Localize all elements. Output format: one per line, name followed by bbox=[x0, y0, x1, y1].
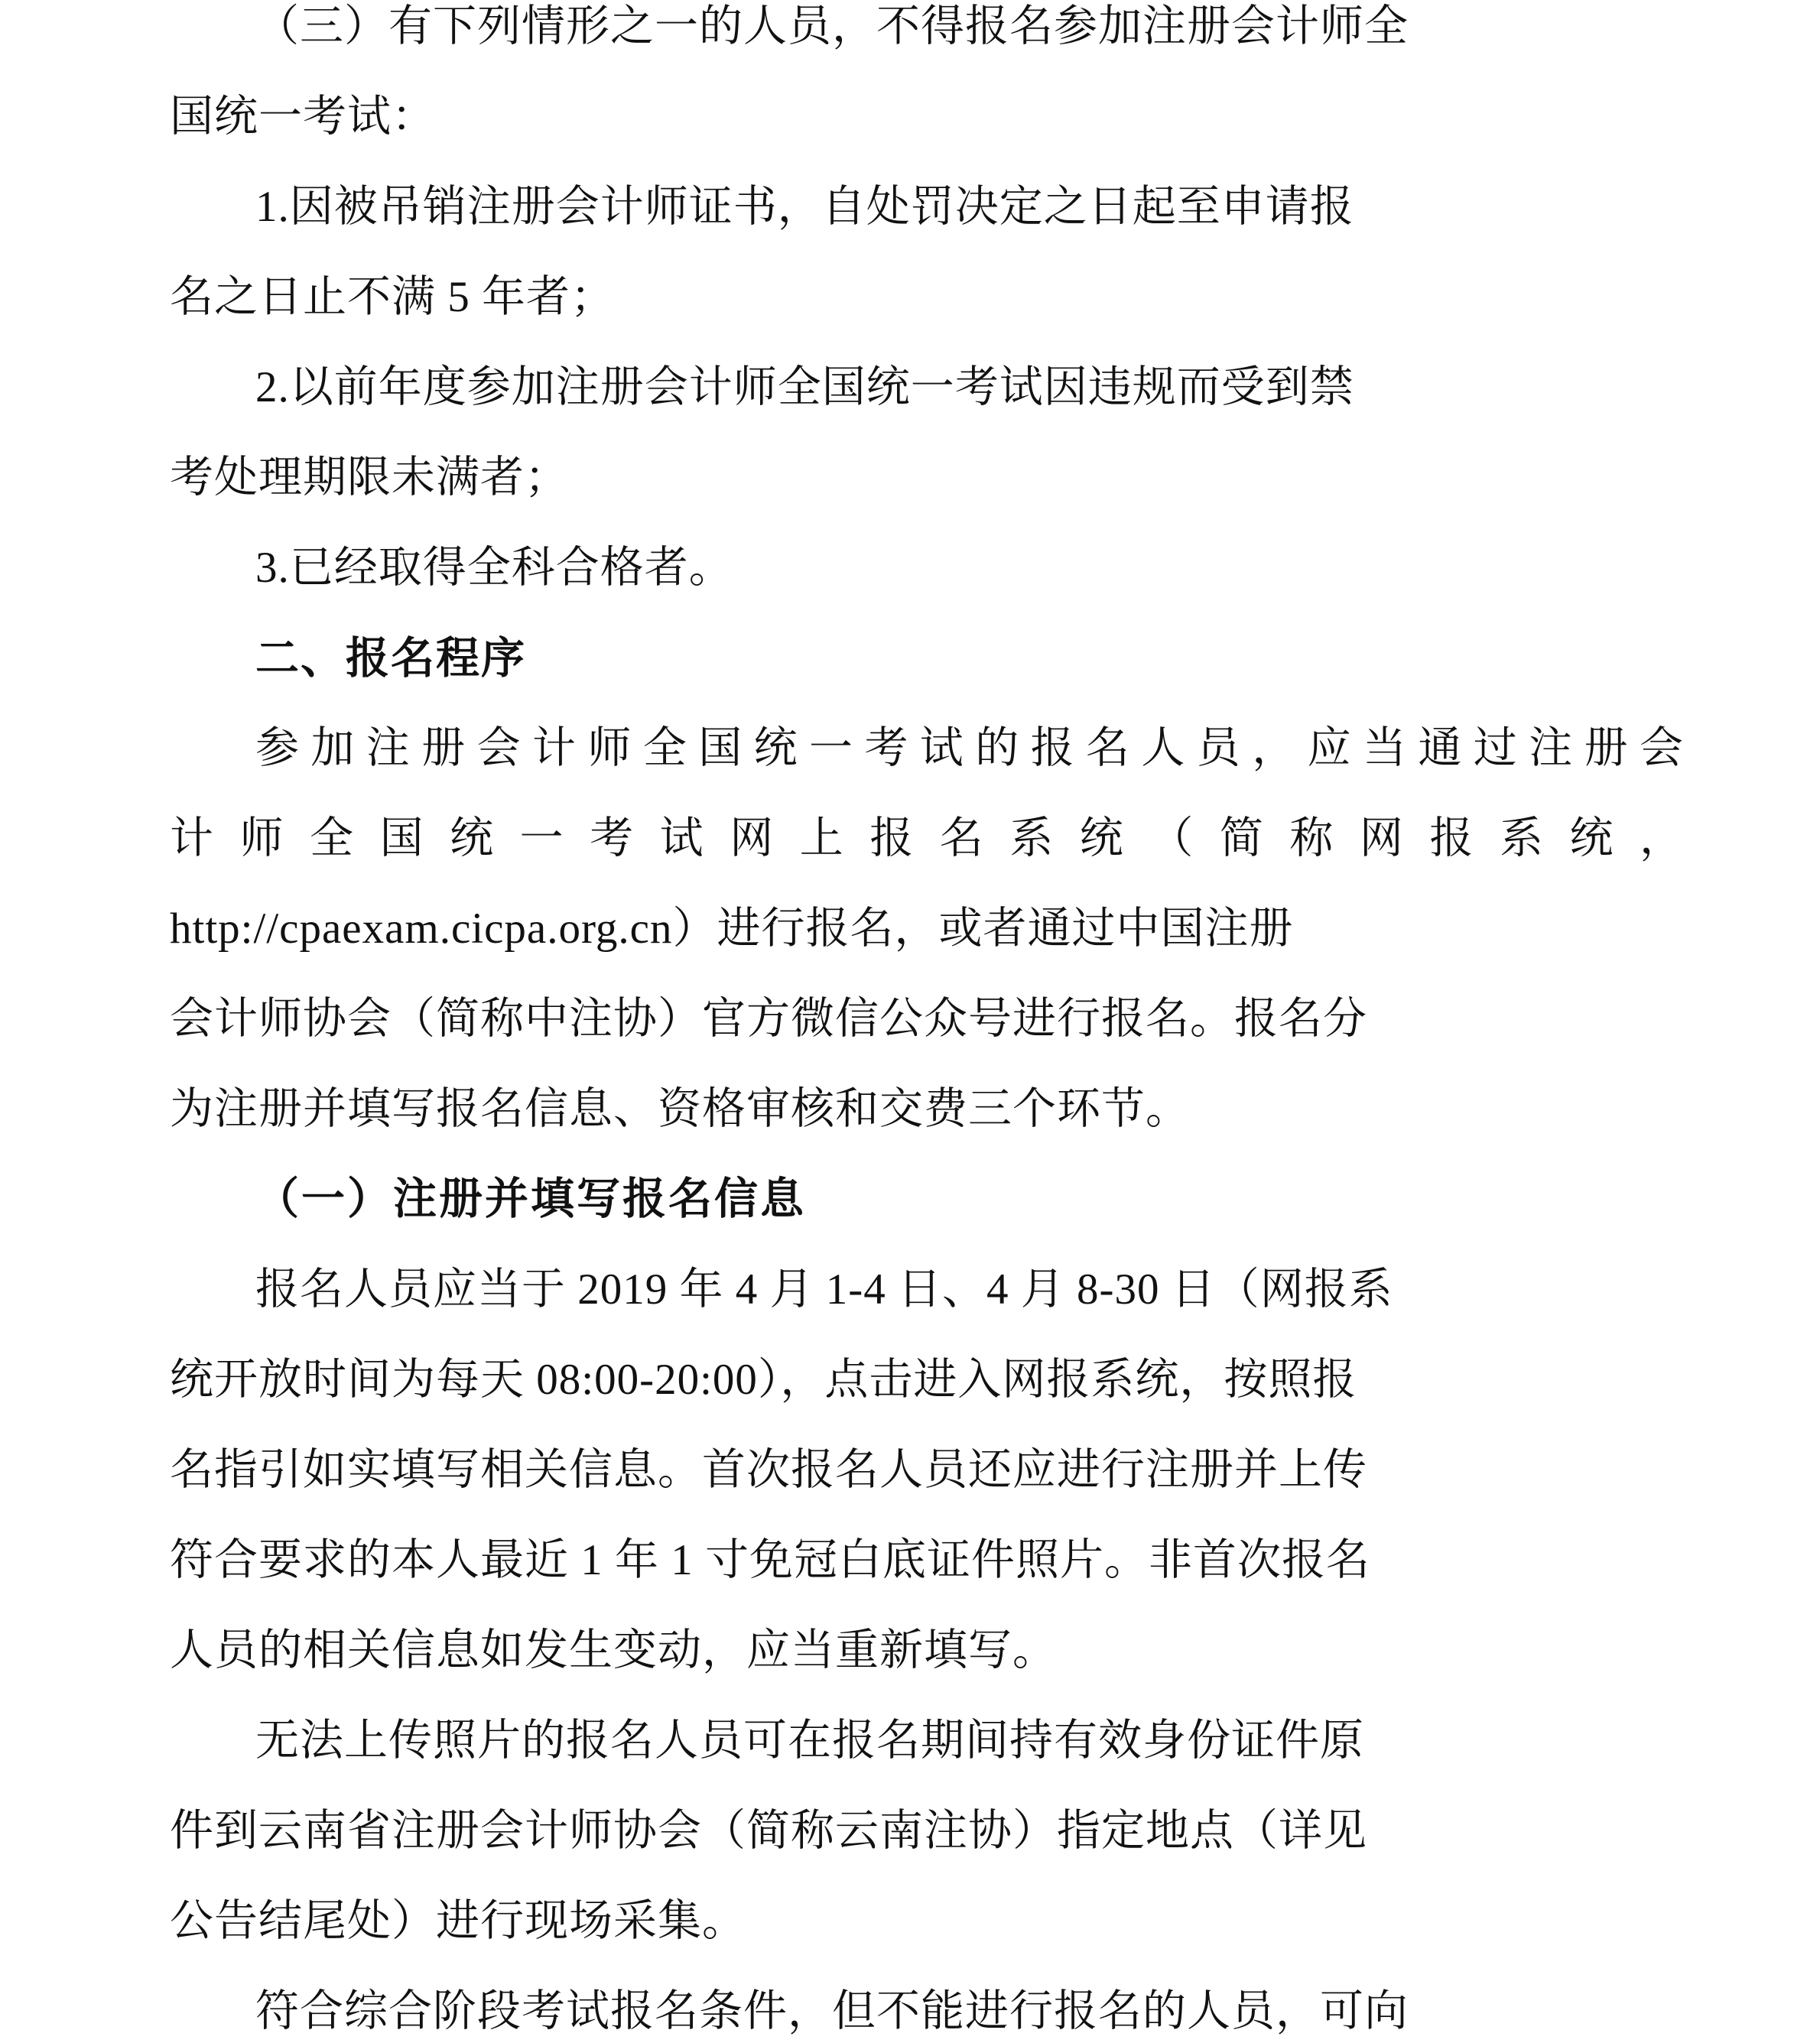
text-line: 公告结尾处）进行现场采集。 bbox=[170, 1897, 746, 1945]
text-line: 为注册并填写报名信息、资格审核和交费三个环节。 bbox=[170, 1085, 1190, 1133]
text-line: 无法上传照片的报名人员可在报名期间持有效身份证件原 bbox=[255, 1717, 1364, 1765]
text-line: 国统一考试： bbox=[170, 93, 436, 141]
text-line-url: http://cpaexam.cicpa.org.cn）进行报名，或者通过中国注册 bbox=[170, 905, 1294, 953]
text-line: 会计师协会（简称中注协）官方微信公众号进行报名。报名分 bbox=[170, 995, 1367, 1043]
text-line: 人员的相关信息如发生变动，应当重新填写。 bbox=[170, 1626, 1057, 1674]
text-line: 符合综合阶段考试报名条件，但不能进行报名的人员，可向 bbox=[255, 1987, 1409, 2035]
subsection-heading: （一）注册并填写报名信息 bbox=[255, 1175, 806, 1223]
text-line: 考处理期限未满者； bbox=[170, 453, 569, 502]
text-line: （三）有下列情形之一的人员，不得报名参加注册会计师全 bbox=[255, 2, 1409, 50]
text-line-item-1: 1.因被吊销注册会计师证书，自处罚决定之日起至申请报 bbox=[255, 183, 1354, 231]
text-line: 符合要求的本人最近 1 年 1 寸免冠白底证件照片。非首次报名 bbox=[170, 1536, 1370, 1584]
text-line: 件到云南省注册会计师协会（简称云南注协）指定地点（详见 bbox=[170, 1807, 1367, 1855]
text-line: 名之日止不满 5 年者； bbox=[170, 273, 615, 321]
text-line: 计师全国统一考试网上报名系统（简称网报系统， bbox=[170, 814, 1684, 862]
text-line-dates: 报名人员应当于 2019 年 4 月 1-4 日、4 月 8-30 日（网报系 bbox=[255, 1265, 1393, 1314]
text-line-item-3: 3.已经取得全科合格者。 bbox=[255, 544, 733, 592]
text-line: 名指引如实填写相关信息。首次报名人员还应进行注册并上传 bbox=[170, 1446, 1367, 1494]
text-line-hours: 统开放时间为每天 08:00-20:00），点击进入网报系统，按照报 bbox=[170, 1356, 1357, 1404]
text-line: 参加注册会计师全国统一考试的报名人员，应当通过注册会 bbox=[255, 724, 1684, 772]
section-heading: 二、报名程序 bbox=[255, 634, 526, 683]
text-line-item-2: 2.以前年度参加注册会计师全国统一考试因违规而受到禁 bbox=[255, 363, 1354, 411]
